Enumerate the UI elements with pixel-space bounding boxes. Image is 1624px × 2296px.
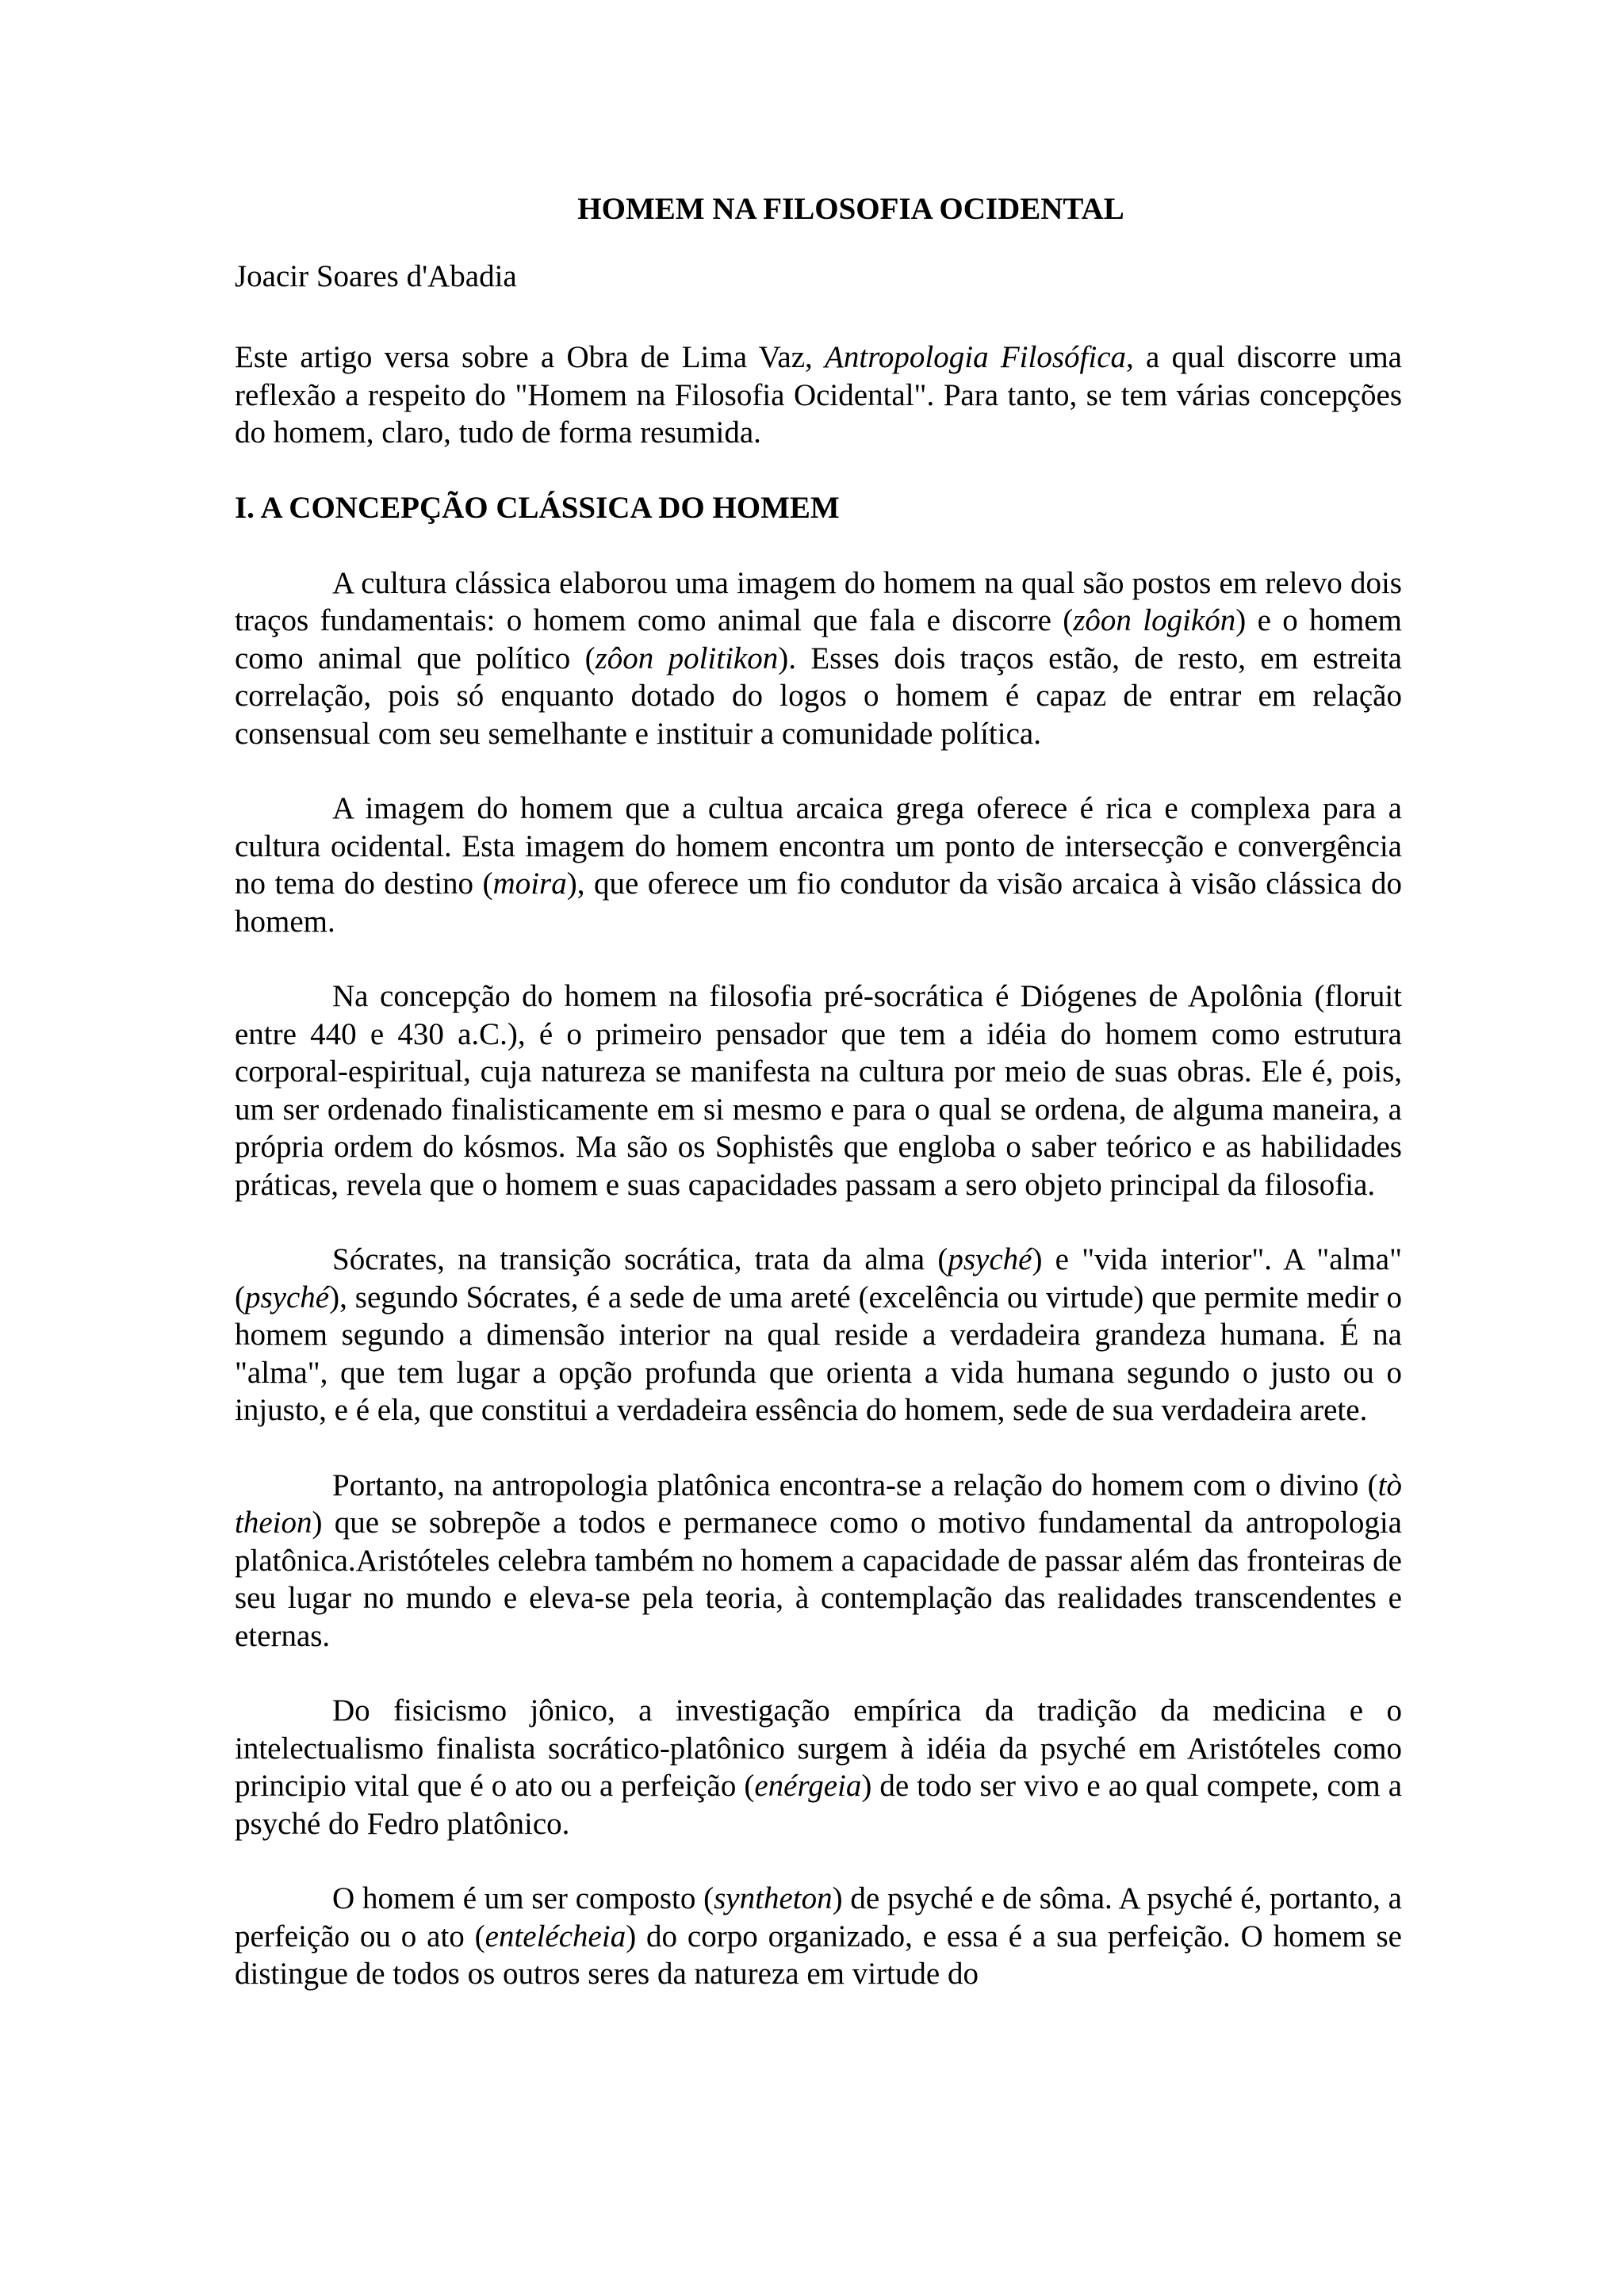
p6-text-a: Do fisicismo jônico, a investigação empírica da tradição da medicina e o intelectualismo finalista socrático-platônico surgem à idéia da psyché em Aristóteles como principio vital que é o ato ou a perfeição ( xyxy=(235,1693,1402,1803)
p4-text-a: Sócrates, na transição socrática, trata da alma ( xyxy=(332,1242,948,1276)
paragraph-4 xyxy=(235,1241,1402,1429)
intro-text-1: Este artigo versa sobre a Obra de Lima Vaz, xyxy=(235,340,825,374)
p7-text-b: ) de psyché e de sôma. A psyché é, portanto, a perfeição ou o ato ( xyxy=(235,1881,1402,1954)
p6-italic-1: enérgeia xyxy=(754,1769,862,1803)
paragraph-2 xyxy=(235,790,1402,940)
p4-text-b: ) e "vida interior". A "alma" ( xyxy=(235,1242,1402,1314)
p7-text-c: ) do corpo organizado, e essa é a sua perfeição. O homem se distingue de todos os outros seres da natureza em virtude do xyxy=(235,1919,1402,1991)
paragraph-7 xyxy=(235,1880,1402,1993)
p3-text: Na concepção do homem na filosofia pré-socrática é Diógenes de Apolônia (floruit entre 440 e 430 a.C.), é o primeiro pensador que tem a idéia do homem como estrutura corporal-espiritual, cuja natureza se manifesta na cultura por meio de suas obras. Ele é, pois, um ser ordenado finalisticamente em si mesmo e para o qual se ordena, de alguma maneira, a própria ordem do kósmos. Ma são os Sophistês que engloba o saber teórico e as habilidades práticas, revela que o homem e suas capacidades passam a sero objeto principal da filosofia. xyxy=(235,979,1402,1202)
p6-text-b: ) de todo ser vivo e ao qual compete, com a psyché do Fedro platônico. xyxy=(235,1769,1403,1841)
p4-italic-2: psyché xyxy=(245,1280,330,1314)
paragraph-1 xyxy=(235,564,1402,753)
document-page xyxy=(235,190,1402,1993)
p7-italic-2: entelécheia xyxy=(485,1919,626,1954)
p7-italic-1: syntheton xyxy=(714,1881,833,1915)
p2-text-a: A imagem do homem que a cultua arcaica grega oferece é rica e complexa para a cultura ocidental. Esta imagem do homem encontra um ponto de intersecção e convergência no tema do destino ( xyxy=(235,791,1402,901)
p4-italic-1: psyché xyxy=(948,1242,1032,1276)
paragraph-5 xyxy=(235,1467,1402,1655)
paragraph-3 xyxy=(235,978,1402,1203)
p5-italic-1: tò theion xyxy=(235,1468,1402,1540)
paragraph-6 xyxy=(235,1692,1402,1843)
p4-text-c: ), segundo Sócrates, é a sede de uma areté (excelência ou virtude) que permite medir o homem segundo a dimensão interior na qual reside a verdadeira grandeza humana. É na "alma", que tem lugar a opção profunda que orienta a vida humana segundo o justo ou o injusto, e é ela, que constitui a verdadeira essência do homem, sede de sua verdadeira arete. xyxy=(235,1280,1402,1427)
p1-text-c: ). Esses dois traços estão, de resto, em estreita correlação, pois só enquanto dotado do logos o homem é capaz de entrar em relação consensual com seu semelhante e instituir a comunidade política. xyxy=(235,641,1402,751)
p5-text-a: Portanto, na antropologia platônica encontra-se a relação do homem com o divino ( xyxy=(332,1468,1378,1502)
p7-text-a: O homem é um ser composto ( xyxy=(332,1881,714,1915)
intro-text-2: , a qual discorre uma reflexão a respeito do "Homem na Filosofia Ocidental". Para tanto, se tem várias concepções do homem, claro, tudo de forma resumida. xyxy=(235,340,1402,450)
p5-text-b: ) que se sobrepõe a todos e permanece como o motivo fundamental da antropologia platônica.Aristóteles celebra também no homem a capacidade de passar além das fronteiras de seu lugar no mundo e eleva-se pela teoria, à contemplação das realidades transcendentes e eternas. xyxy=(235,1506,1402,1653)
p1-text-a: A cultura clássica elaborou uma imagem do homem na qual são postos em relevo dois traços fundamentais: o homem como animal que fala e discorre ( xyxy=(235,565,1402,637)
intro-book-title: Antropologia Filosófica xyxy=(825,340,1127,374)
p1-italic-1: zôon logikón xyxy=(1073,603,1236,637)
author-name: Joacir Soares d'Abadia xyxy=(235,259,517,293)
document-title: HOMEM NA FILOSOFIA OCIDENTAL xyxy=(577,192,1124,226)
intro-paragraph xyxy=(235,339,1402,452)
p2-italic-1: moira xyxy=(492,867,567,901)
section-heading: I. A CONCEPÇÃO CLÁSSICA DO HOMEM xyxy=(235,490,840,525)
p1-text-b: ) e o homem como animal que político ( xyxy=(235,603,1403,675)
p2-text-b: ), que oferece um fio condutor da visão arcaica à visão clássica do homem. xyxy=(235,867,1402,939)
p1-italic-2: zôon politikon xyxy=(595,641,779,675)
